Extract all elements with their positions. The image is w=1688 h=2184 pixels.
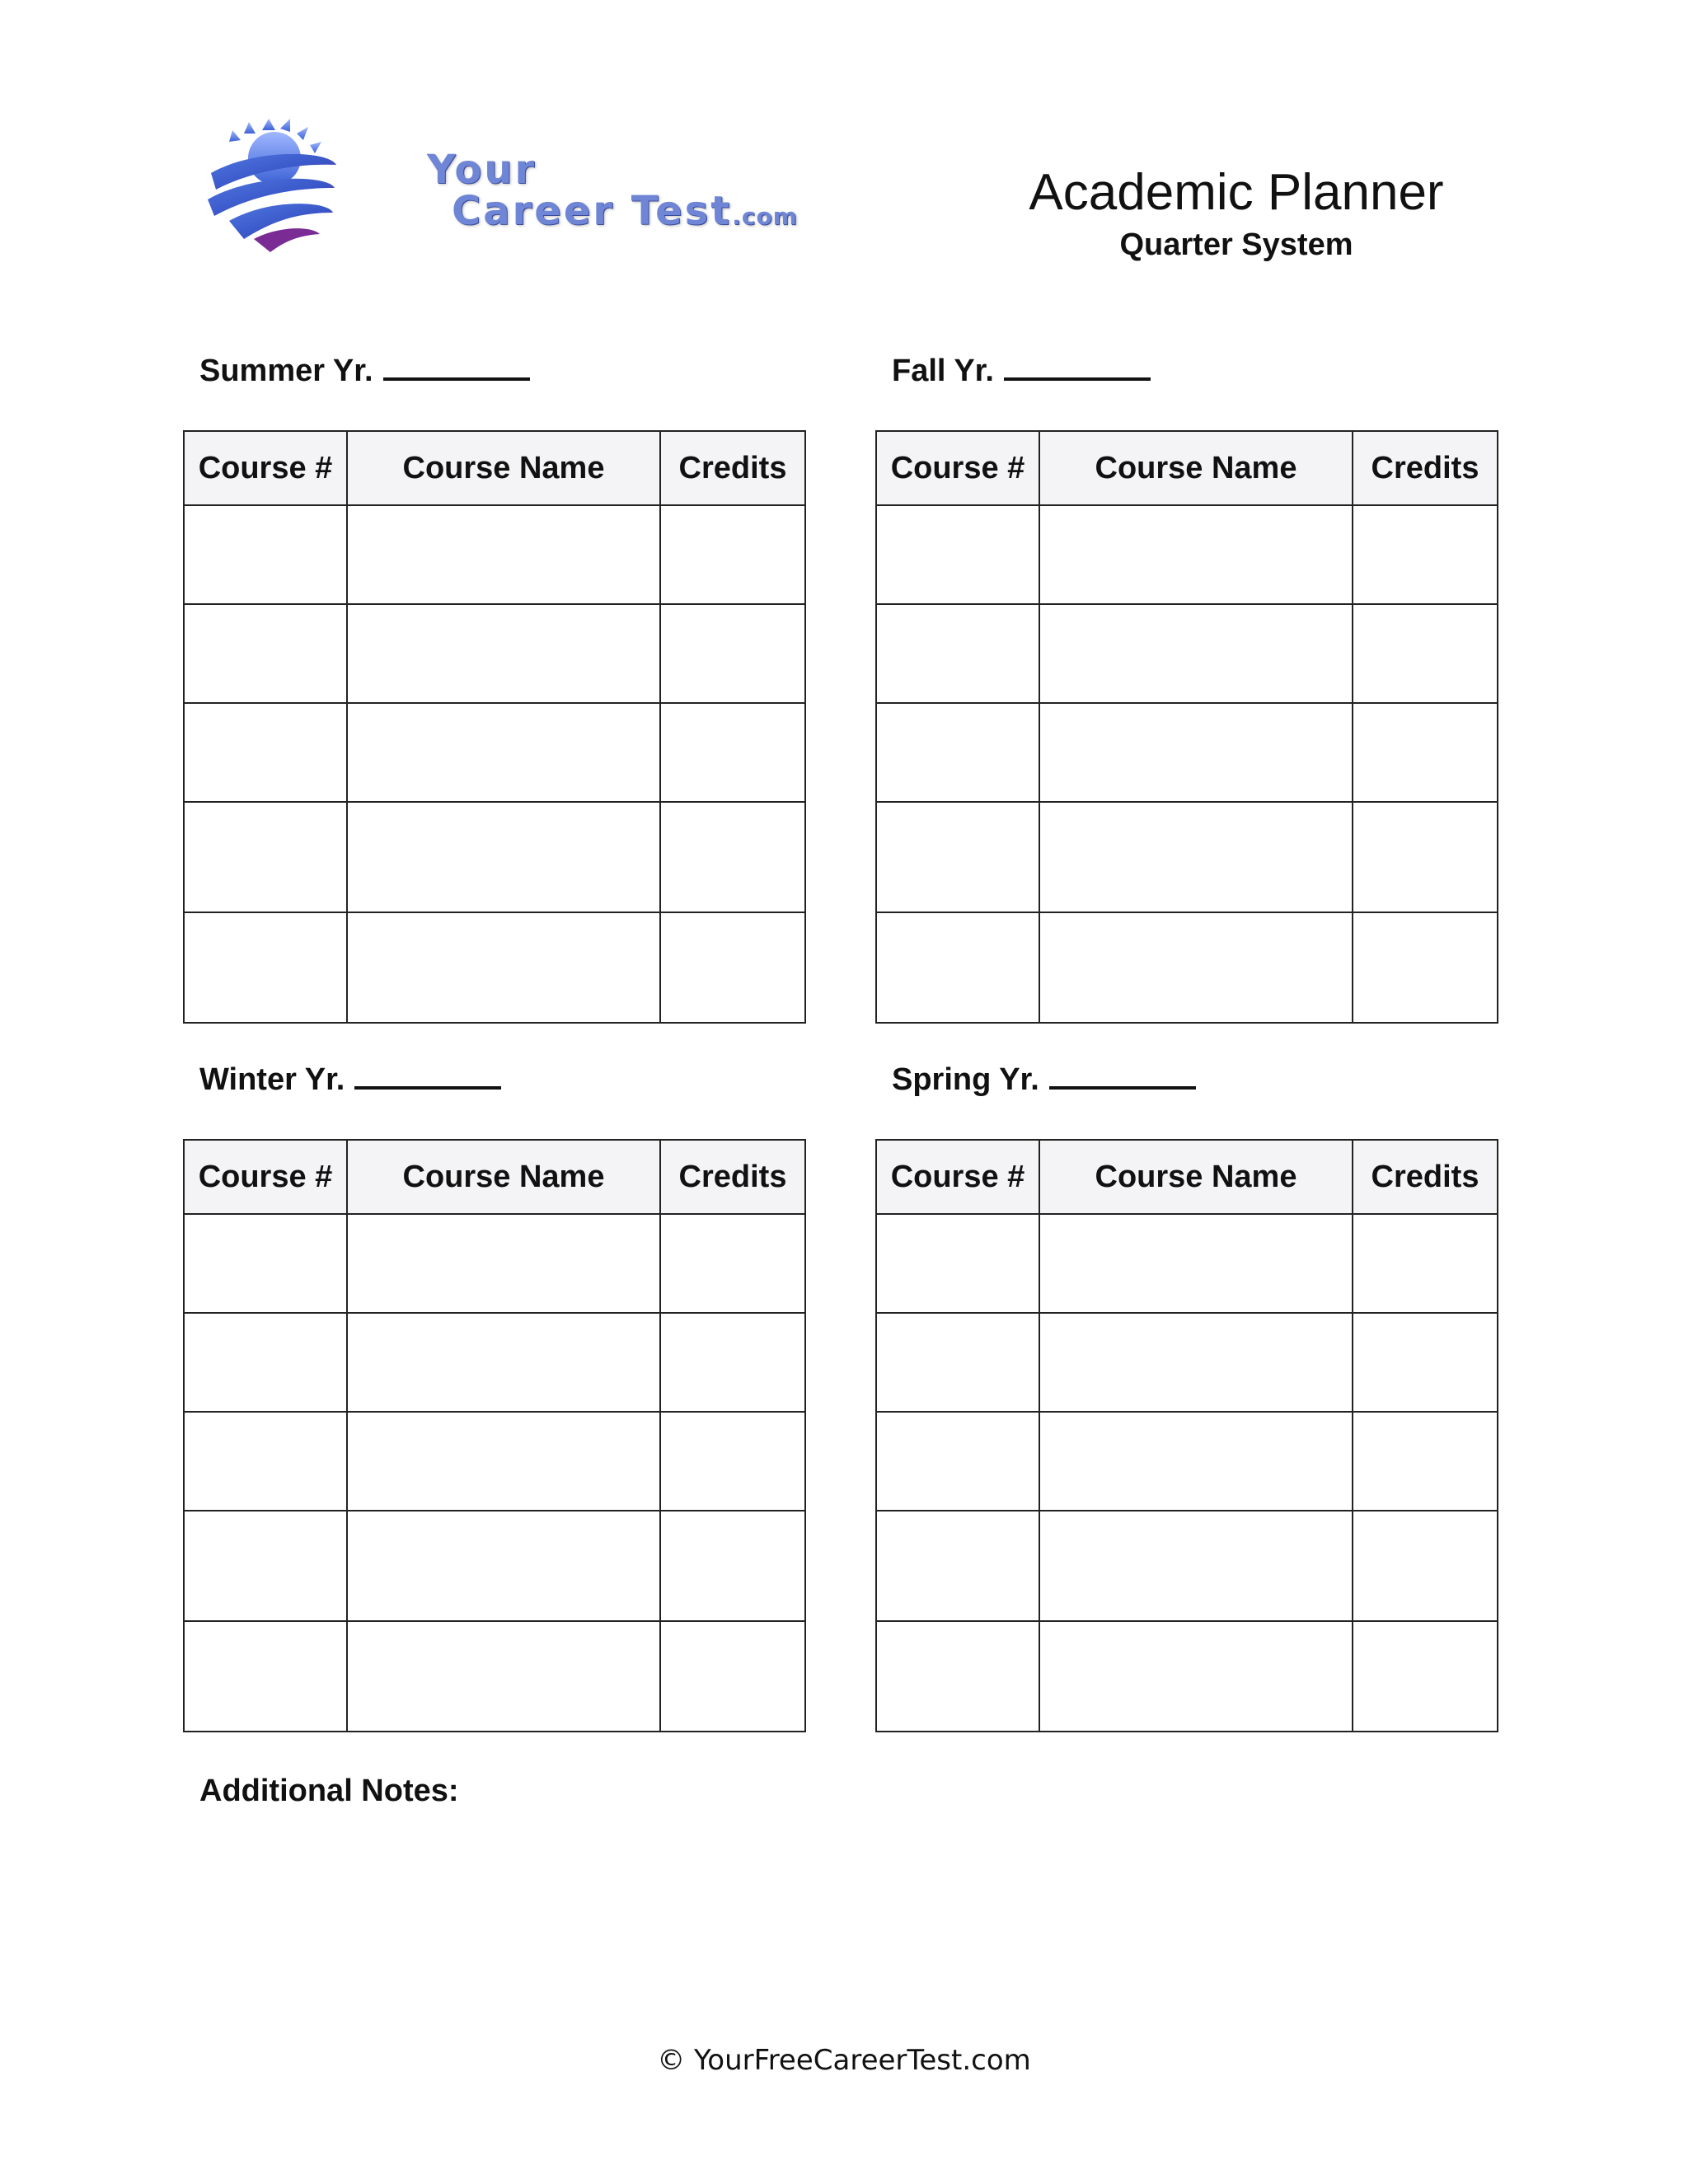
credits-header: Credits: [1353, 1140, 1498, 1214]
logo-career-test-text: Career Test: [452, 188, 733, 234]
spring-year-blank[interactable]: [1049, 1062, 1196, 1090]
table-row: [184, 1511, 805, 1621]
winter-term-heading: [199, 1062, 501, 1098]
summer-term-heading: [199, 353, 530, 389]
course-name-header: Course Name: [347, 431, 660, 505]
course-name-cell[interactable]: [1039, 1214, 1353, 1313]
course-number-cell[interactable]: [876, 1511, 1039, 1621]
table-row: [876, 505, 1498, 604]
credits-cell[interactable]: [660, 1621, 805, 1732]
summer-term-label: Summer Yr.: [199, 354, 373, 388]
credits-cell[interactable]: [660, 912, 805, 1023]
course-number-cell[interactable]: [184, 802, 347, 912]
credits-cell[interactable]: [660, 505, 805, 604]
course-number-cell[interactable]: [876, 1621, 1039, 1732]
page-subtitle: Quarter System: [1119, 227, 1353, 263]
table-row: [876, 1214, 1498, 1313]
fall-course-table: [875, 430, 1498, 1024]
credits-header: Credits: [660, 431, 805, 505]
table-row: [184, 505, 805, 604]
logo-word-career-test: [452, 188, 798, 234]
credits-cell[interactable]: [1353, 1412, 1498, 1511]
course-name-header: Course Name: [1039, 1140, 1353, 1214]
spring-course-table: [875, 1139, 1498, 1732]
course-number-cell[interactable]: [184, 1313, 347, 1412]
course-number-cell[interactable]: [184, 1511, 347, 1621]
table-row: [876, 1511, 1498, 1621]
brand-logo-text: [328, 147, 798, 234]
winter-course-table: [183, 1139, 806, 1732]
course-number-cell[interactable]: [876, 1313, 1039, 1412]
course-name-cell[interactable]: [1039, 1313, 1353, 1412]
course-name-cell[interactable]: [1039, 1412, 1353, 1511]
table-row: [876, 912, 1498, 1023]
course-number-cell[interactable]: [184, 912, 347, 1023]
document-header: [1014, 165, 1459, 263]
course-number-cell[interactable]: [876, 802, 1039, 912]
course-name-cell[interactable]: [347, 912, 660, 1023]
credits-cell[interactable]: [1353, 703, 1498, 802]
course-name-cell[interactable]: [1039, 1621, 1353, 1732]
course-number-header: Course #: [876, 1140, 1039, 1214]
spring-term-heading: [892, 1062, 1196, 1098]
credits-cell[interactable]: [1353, 1511, 1498, 1621]
course-name-cell[interactable]: [1039, 604, 1353, 703]
table-row: [876, 1412, 1498, 1511]
credits-cell[interactable]: [1353, 1313, 1498, 1412]
course-number-cell[interactable]: [876, 703, 1039, 802]
course-number-header: Course #: [184, 431, 347, 505]
fall-year-blank[interactable]: [1004, 353, 1151, 381]
course-name-cell[interactable]: [347, 505, 660, 604]
course-number-cell[interactable]: [184, 1214, 347, 1313]
credits-header: Credits: [660, 1140, 805, 1214]
course-number-cell[interactable]: [876, 912, 1039, 1023]
credits-cell[interactable]: [660, 1313, 805, 1412]
winter-year-blank[interactable]: [354, 1062, 501, 1090]
page-title: Academic Planner: [1029, 164, 1444, 221]
credits-cell[interactable]: [660, 802, 805, 912]
credits-cell[interactable]: [660, 703, 805, 802]
course-name-cell[interactable]: [1039, 703, 1353, 802]
credits-cell[interactable]: [660, 1214, 805, 1313]
summer-year-blank[interactable]: [383, 353, 530, 381]
brand-logo: [204, 115, 798, 255]
table-row: [184, 1313, 805, 1412]
credits-cell[interactable]: [1353, 505, 1498, 604]
course-name-cell[interactable]: [347, 1621, 660, 1732]
credits-cell[interactable]: [1353, 802, 1498, 912]
course-number-cell[interactable]: [184, 604, 347, 703]
table-row: [876, 604, 1498, 703]
table-row: [876, 1313, 1498, 1412]
credits-cell[interactable]: [660, 1511, 805, 1621]
course-name-cell[interactable]: [347, 703, 660, 802]
logo-word-your: Your: [427, 147, 537, 193]
additional-notes-label: Additional Notes:: [199, 1774, 459, 1808]
course-name-cell[interactable]: [347, 1313, 660, 1412]
credits-header: Credits: [1353, 431, 1498, 505]
winter-term-label: Winter Yr.: [199, 1062, 345, 1097]
course-number-cell[interactable]: [184, 1412, 347, 1511]
table-row: [184, 1412, 805, 1511]
table-row: [184, 912, 805, 1023]
course-number-cell[interactable]: [184, 703, 347, 802]
logo-com-suffix: .com: [732, 203, 798, 230]
course-name-cell[interactable]: [347, 1511, 660, 1621]
table-row: [876, 802, 1498, 912]
table-row: [876, 703, 1498, 802]
summer-course-table: [183, 430, 806, 1024]
course-number-header: Course #: [876, 431, 1039, 505]
course-number-header: Course #: [184, 1140, 347, 1214]
credits-cell[interactable]: [1353, 1214, 1498, 1313]
table-header-row: [876, 1140, 1498, 1214]
course-name-cell[interactable]: [347, 802, 660, 912]
table-row: [184, 703, 805, 802]
credits-cell[interactable]: [660, 604, 805, 703]
credits-cell[interactable]: [1353, 1621, 1498, 1732]
course-number-cell[interactable]: [184, 1621, 347, 1732]
table-header-row: [184, 431, 805, 505]
course-name-cell[interactable]: [1039, 1511, 1353, 1621]
spring-term-label: Spring Yr.: [892, 1062, 1039, 1097]
course-name-header: Course Name: [347, 1140, 660, 1214]
course-number-cell[interactable]: [876, 604, 1039, 703]
course-name-cell[interactable]: [1039, 802, 1353, 912]
table-row: [876, 1621, 1498, 1732]
course-name-cell[interactable]: [1039, 912, 1353, 1023]
course-name-header: Course Name: [1039, 431, 1353, 505]
course-name-cell[interactable]: [347, 1214, 660, 1313]
copyright-footer: © YourFreeCareerTest.com: [657, 2044, 1031, 2077]
course-number-cell[interactable]: [876, 505, 1039, 604]
credits-cell[interactable]: [1353, 912, 1498, 1023]
course-number-cell[interactable]: [876, 1412, 1039, 1511]
course-number-cell[interactable]: [876, 1214, 1039, 1313]
table-header-row: [876, 431, 1498, 505]
fall-term-label: Fall Yr.: [892, 354, 994, 388]
table-row: [184, 604, 805, 703]
table-header-row: [184, 1140, 805, 1214]
credits-cell[interactable]: [1353, 604, 1498, 703]
table-row: [184, 1621, 805, 1732]
course-name-cell[interactable]: [1039, 505, 1353, 604]
table-row: [184, 802, 805, 912]
course-name-cell[interactable]: [347, 1412, 660, 1511]
table-row: [184, 1214, 805, 1313]
course-number-cell[interactable]: [184, 505, 347, 604]
course-name-cell[interactable]: [347, 604, 660, 703]
credits-cell[interactable]: [660, 1412, 805, 1511]
fall-term-heading: [892, 353, 1151, 389]
